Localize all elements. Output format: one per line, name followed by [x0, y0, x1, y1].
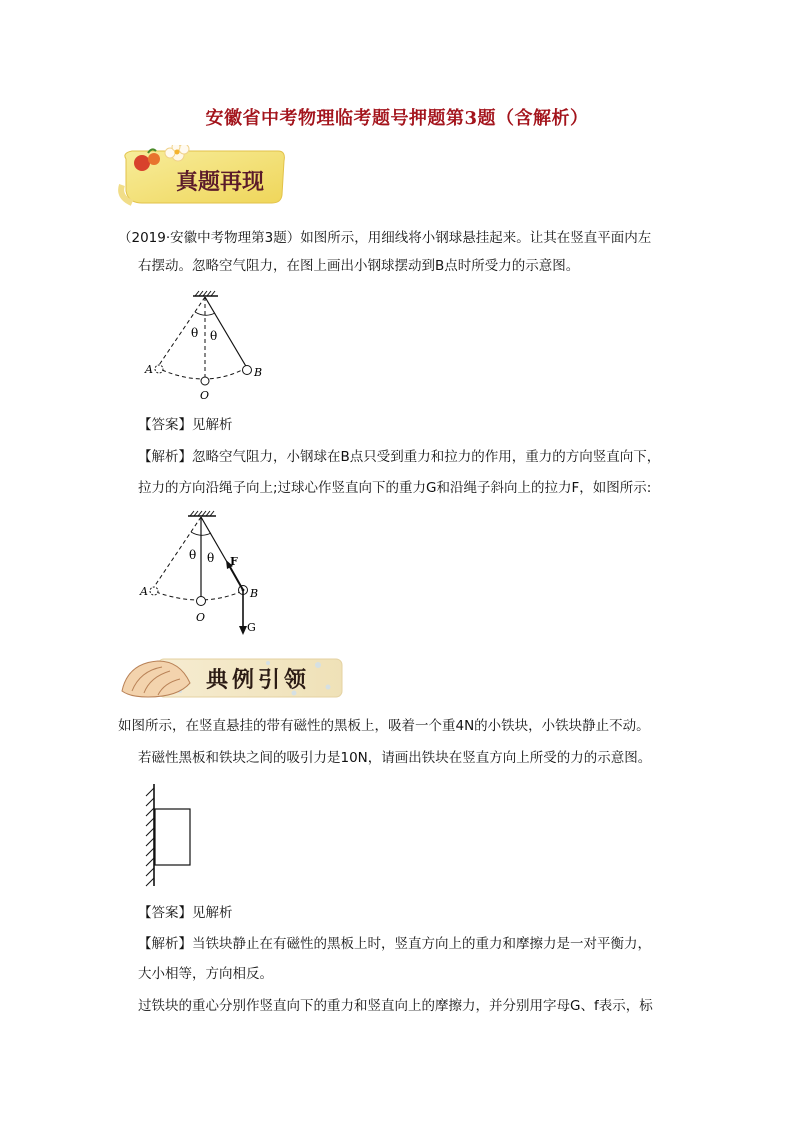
iron-block — [155, 809, 190, 865]
theta-right-label: θ — [210, 329, 218, 343]
analysis1-line1: 【解析】忽略空气阻力，小钢球在B点只受到重力和拉力的作用，重力的方向竖直向下， — [138, 449, 661, 465]
theta-right-label-2: θ — [207, 551, 215, 565]
question1-line1: （2019·安徽中考物理第3题）如图所示，用细线将小钢球悬挂起来。让其在竖直平面内左 — [118, 230, 652, 246]
theta-left-label: θ — [191, 326, 199, 340]
answer1: 【答案】见解析 — [138, 417, 233, 433]
ball-o — [201, 377, 209, 385]
point-b-label: B — [254, 366, 263, 379]
analysis1-line2: 拉力的方向沿绳子向上;过球心作竖直向下的重力G和沿绳子斜向上的拉力F，如图所示: — [138, 480, 652, 496]
document-title: 安徽省中考物理临考题号押题第3题（含解析） — [205, 108, 589, 129]
point-a-label: A — [145, 363, 153, 376]
analysis2-line3: 过铁块的重心分别作竖直向下的重力和竖直向上的摩擦力，并分别用字母G、f表示，标 — [138, 998, 653, 1014]
question2-line1: 如图所示，在竖直悬挂的带有磁性的黑板上，吸着一个重4N的小铁块，小铁块静止不动。 — [118, 718, 650, 734]
point-o-label: O — [200, 389, 210, 402]
banner-zhenti-label: 真题再现 — [175, 169, 265, 195]
question1-line2: 右摆动。忽略空气阻力，在图上画出小钢球摆动到B点时所受力的示意图。 — [138, 258, 580, 274]
analysis2-line2: 大小相等，方向相反。 — [138, 966, 273, 982]
force-g-label: G — [247, 621, 256, 634]
force-g-arrow — [239, 590, 247, 635]
ball-b — [243, 366, 252, 375]
banner-dianli — [118, 653, 346, 703]
point-o-label-2: O — [196, 611, 206, 624]
analysis2-line1: 【解析】当铁块静止在有磁性的黑板上时，竖直方向上的重力和摩擦力是一对平衡力， — [138, 936, 651, 952]
pendulum-figure-2 — [138, 510, 278, 640]
theta-left-label-2: θ — [189, 548, 197, 562]
point-a-label-2: A — [140, 585, 148, 598]
force-f-label: F — [230, 555, 238, 568]
board-block-figure — [138, 782, 208, 890]
ball-a — [155, 365, 163, 373]
point-b-label-2: B — [250, 587, 259, 600]
banner-zhenti — [118, 145, 288, 207]
banner-dianli-label: 典例引领 — [205, 667, 311, 693]
question2-line2: 若磁性黑板和铁块之间的吸引力是10N，请画出铁块在竖直方向上所受的力的示意图。 — [138, 750, 652, 766]
pendulum-figure-1 — [138, 290, 278, 402]
answer2: 【答案】见解析 — [138, 905, 233, 921]
